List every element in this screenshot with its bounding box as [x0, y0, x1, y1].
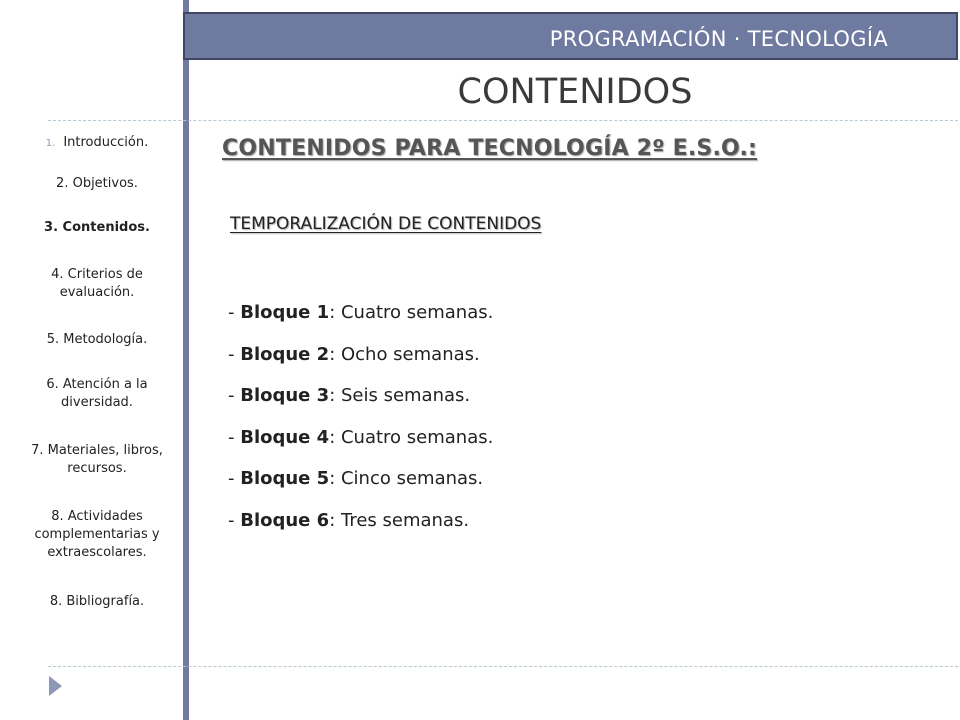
list-bullet: -	[228, 302, 241, 323]
triangle-right-icon[interactable]	[49, 676, 62, 696]
sidebar-item-introduccion[interactable]	[22, 134, 172, 153]
header-title: PROGRAMACIÓN · TECNOLOGÍA	[549, 27, 888, 51]
sidebar-item-label: 7. Materiales, libros, recursos.	[31, 443, 163, 476]
block-name: Bloque 2	[240, 343, 330, 365]
list-item	[228, 302, 493, 344]
list-bullet: -	[228, 385, 241, 406]
block-name: Bloque 3	[240, 385, 330, 406]
bottom-dashed-divider	[48, 666, 960, 667]
sidebar-item-bibliografia[interactable]	[22, 593, 172, 611]
sidebar-item-atencion[interactable]	[22, 376, 172, 412]
sidebar-item-label: 4. Criterios de evaluación.	[51, 267, 143, 300]
sidebar-item-metodologia[interactable]	[22, 331, 172, 349]
block-duration: : Cinco semanas.	[329, 468, 484, 489]
block-duration: : Cuatro semanas.	[329, 426, 494, 448]
sidebar-item-actividades[interactable]	[22, 508, 172, 562]
sidebar-item-criterios[interactable]	[22, 266, 172, 302]
block-duration: : Cuatro semanas.	[329, 302, 494, 323]
block-name: Bloque 6	[240, 509, 330, 531]
sidebar-item-label: 5. Metodología.	[46, 332, 148, 347]
subheading: TEMPORALIZACIÓN DE CONTENIDOS	[230, 214, 542, 234]
sidebar-item-label: 3. Contenidos.	[44, 220, 150, 235]
sidebar-item-label: Introducción.	[63, 135, 149, 150]
sidebar-item-label: 8. Bibliografía.	[49, 594, 145, 609]
header-bar	[183, 12, 958, 60]
sidebar-item-materiales[interactable]	[22, 442, 172, 478]
list-bullet: -	[228, 426, 241, 448]
top-dashed-divider	[48, 120, 960, 121]
block-name: Bloque 4	[240, 426, 330, 448]
sidebar-item-label: 8. Actividades complementarias y extraescolares.	[34, 509, 160, 560]
block-name: Bloque 1	[240, 302, 330, 323]
list-bullet: -	[228, 468, 241, 489]
list-item	[228, 385, 493, 427]
vertical-divider-bar	[183, 0, 189, 720]
page-title: CONTENIDOS	[457, 72, 693, 112]
section-heading: CONTENIDOS PARA TECNOLOGÍA 2º E.S.O.:	[222, 136, 758, 161]
block-duration: : Ocho semanas.	[329, 343, 480, 365]
list-bullet: -	[228, 343, 241, 365]
sidebar-item-label: 6. Atención a la diversidad.	[46, 377, 148, 410]
list-bullet: -	[228, 509, 241, 531]
block-duration: : Seis semanas.	[329, 385, 471, 406]
list-item	[228, 344, 493, 386]
list-item	[228, 468, 493, 510]
list-item	[228, 510, 493, 552]
list-item	[228, 427, 493, 469]
sidebar-item-objetivos[interactable]	[22, 175, 172, 193]
sidebar-item-contenidos[interactable]	[22, 219, 172, 237]
sidebar-item-label: 2. Objetivos.	[56, 176, 138, 191]
block-duration: : Tres semanas.	[329, 509, 470, 531]
sidebar-item-number: 1.	[45, 138, 56, 149]
block-name: Bloque 5	[240, 468, 330, 489]
block-list	[228, 302, 493, 551]
